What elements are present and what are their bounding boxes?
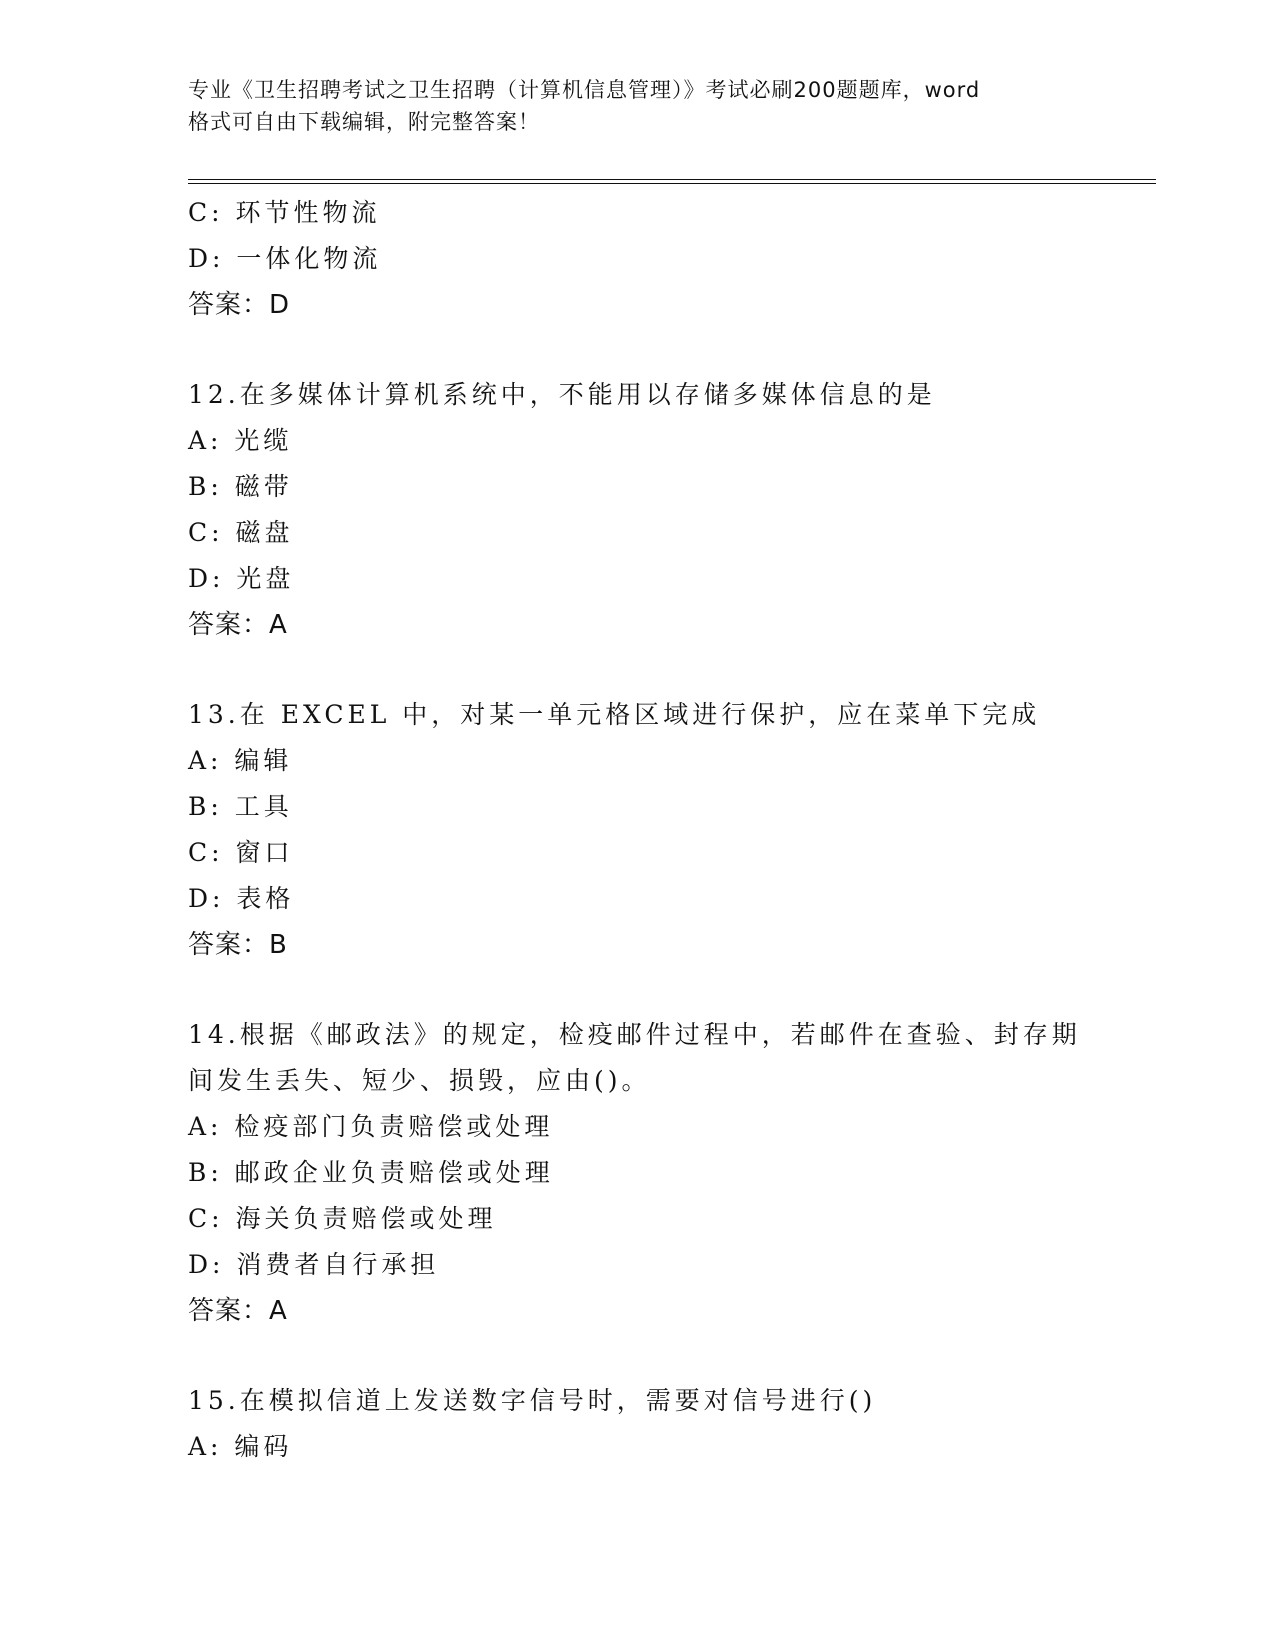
q15-question-text: 15.在模拟信道上发送数字信号时，需要对信号进行() [188,1386,877,1415]
question-list [188,190,1108,1470]
q14-option-d: D: 消费者自行承担 [188,1250,440,1279]
document-header [188,74,1088,138]
q11-option-c: C: 环节性物流 [188,198,381,227]
q12-answer: 答案：A [188,610,288,640]
question-12 [188,372,1108,648]
q14-question-text-line-1: 14.根据《邮政法》的规定，检疫邮件过程中，若邮件在查验、封存期 [188,1020,1081,1049]
header-title-line-2: 格式可自由下载编辑，附完整答案！ [188,110,540,134]
q11-answer: 答案：D [188,290,291,320]
spacer [188,328,1108,372]
spacer [188,968,1108,1012]
spacer [188,1334,1108,1378]
q14-option-c: C: 海关负责赔偿或处理 [188,1204,497,1233]
q13-answer: 答案：B [188,930,288,960]
q13-option-c: C: 窗口 [188,838,294,867]
header-divider-top [188,179,1156,180]
q13-option-a: A: 编辑 [188,746,293,775]
q13-option-b: B: 工具 [188,792,293,821]
question-15 [188,1378,1108,1470]
q13-question-text: 13.在 EXCEL 中，对某一单元格区域进行保护，应在菜单下完成 [188,700,1041,729]
header-title-line-1: 专业《卫生招聘考试之卫生招聘（计算机信息管理）》考试必刷200题题库，word [188,78,981,102]
q12-question-text: 12.在多媒体计算机系统中，不能用以存储多媒体信息的是 [188,380,936,409]
question-11 [188,190,1108,328]
question-14 [188,1012,1108,1334]
q12-option-d: D: 光盘 [188,564,295,593]
q15-option-a: A: 编码 [188,1432,293,1461]
q14-question-text-line-2: 间发生丢失、短少、损毁，应由()。 [188,1066,651,1095]
header-divider-bottom [188,183,1156,184]
spacer [188,648,1108,692]
q12-option-b: B: 磁带 [188,472,293,501]
q12-option-c: C: 磁盘 [188,518,294,547]
q11-option-d: D: 一体化物流 [188,244,382,273]
q12-option-a: A: 光缆 [188,426,293,455]
q14-answer: 答案：A [188,1296,288,1326]
q14-option-a: A: 检疫部门负责赔偿或处理 [188,1112,554,1141]
q14-option-b: B: 邮政企业负责赔偿或处理 [188,1158,554,1187]
question-13 [188,692,1108,968]
q13-option-d: D: 表格 [188,884,295,913]
